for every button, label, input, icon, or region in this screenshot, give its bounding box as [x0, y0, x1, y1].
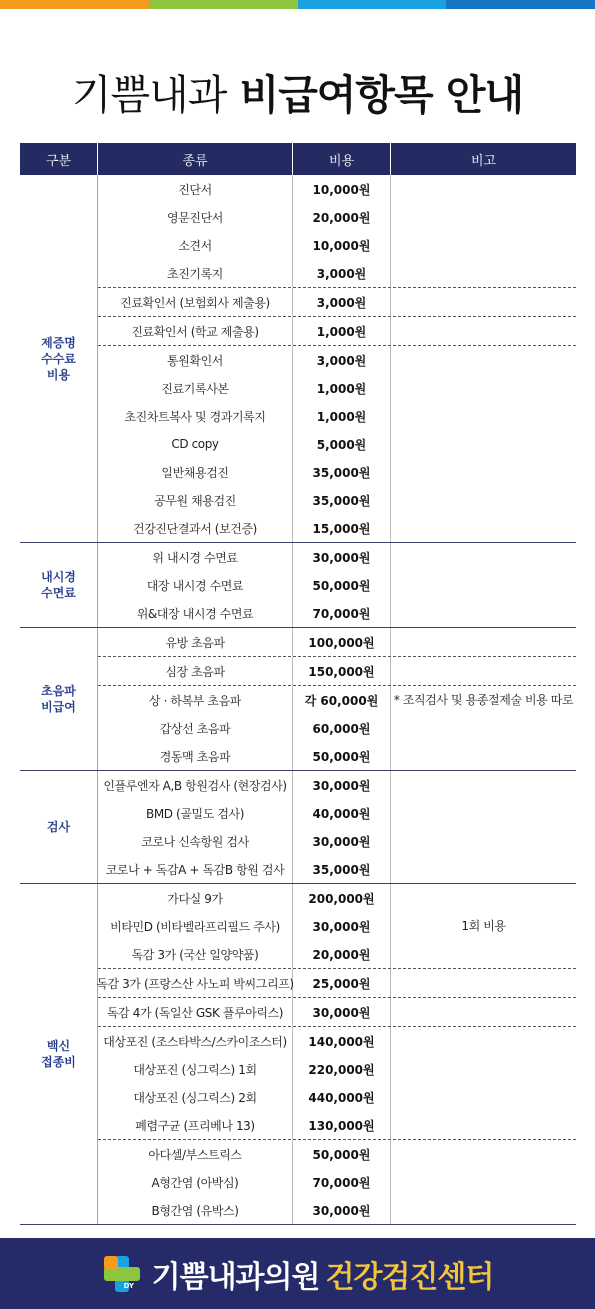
item-price: 10,000원: [293, 175, 391, 203]
item-price: 200,000원: [293, 884, 391, 912]
item-remark: [391, 317, 576, 345]
item-name: 초진차트복사 및 경과기록지: [98, 402, 293, 430]
table-row: [98, 884, 391, 912]
item-price: 20,000원: [293, 940, 391, 968]
table-row: [98, 912, 391, 940]
title-clinic: 기쁨내과: [71, 71, 227, 119]
item-name: 가다실 9가: [98, 884, 293, 912]
group-category: 초음파 비급여: [20, 628, 98, 770]
item-name: 인플루엔자 A,B 항원검사 (현장검사): [98, 771, 293, 799]
item-name: 코로나 + 독감A + 독감B 항원 검사: [98, 855, 293, 883]
table-group: [20, 771, 576, 884]
item-price: 30,000원: [293, 827, 391, 855]
table-row: [98, 940, 391, 968]
table-row: [98, 657, 391, 685]
item-name: 아다셀/부스트릭스: [98, 1140, 293, 1168]
table-row: [98, 1196, 391, 1224]
table-subgroup: [98, 346, 576, 542]
page-title: [0, 62, 595, 121]
item-price: 150,000원: [293, 657, 391, 685]
item-price: 60,000원: [293, 714, 391, 742]
item-name: 통원확인서: [98, 346, 293, 374]
table-row: [98, 571, 391, 599]
table-subgroup: [98, 969, 576, 998]
fee-table: [20, 143, 576, 1225]
table-row: [98, 742, 391, 770]
item-remark: [391, 998, 576, 1026]
item-remark: [391, 346, 576, 374]
table-subgroup: [98, 771, 576, 883]
table-group: [20, 543, 576, 628]
item-name: 대상포진 (싱그릭스) 2회: [98, 1083, 293, 1111]
logo-text: DY: [123, 1281, 134, 1290]
item-name: 경동맥 초음파: [98, 742, 293, 770]
item-remark: * 조직검사 및 용종절제술 비용 따로: [393, 693, 574, 707]
table-group: [20, 628, 576, 771]
table-row: [98, 231, 391, 259]
item-price: 140,000원: [293, 1027, 391, 1055]
table-row: [98, 543, 391, 571]
item-name: CD copy: [98, 430, 293, 458]
item-name: 건강진단결과서 (보건증): [98, 514, 293, 542]
item-price: 3,000원: [293, 346, 391, 374]
item-price: 15,000원: [293, 514, 391, 542]
item-remark: [391, 288, 576, 316]
table-row: [98, 175, 391, 203]
table-row: [98, 514, 391, 542]
item-name: 유방 초음파: [98, 628, 293, 656]
group-category: 내시경 수면료: [20, 543, 98, 627]
table-row: [98, 686, 391, 714]
table-subgroup: [98, 628, 576, 657]
table-row: [98, 1140, 391, 1168]
item-price: 30,000원: [293, 771, 391, 799]
item-price: 30,000원: [293, 1196, 391, 1224]
table-row: [98, 714, 391, 742]
item-name: 대상포진 (싱그릭스) 1회: [98, 1055, 293, 1083]
table-group: [20, 884, 576, 1225]
table-subgroup: [98, 686, 576, 770]
item-price: 1,000원: [293, 317, 391, 345]
table-row: [98, 486, 391, 514]
item-price: 3,000원: [293, 288, 391, 316]
item-price: 1,000원: [293, 402, 391, 430]
table-row: [98, 599, 391, 627]
item-name: 코로나 신속항원 검사: [98, 827, 293, 855]
top-color-stripe: [0, 0, 595, 9]
item-remark: [391, 175, 576, 203]
table-header: [20, 143, 576, 175]
item-name: 독감 3가 (국산 일양약품): [98, 940, 293, 968]
header-type: 종류: [98, 143, 293, 175]
item-price: 1,000원: [293, 374, 391, 402]
item-name: 대상포진 (조스타박스/스카이조스터): [98, 1027, 293, 1055]
table-subgroup: [98, 1140, 576, 1224]
item-price: 50,000원: [293, 742, 391, 770]
group-category: 백신 접종비: [20, 884, 98, 1224]
item-name: 위&대장 내시경 수면료: [98, 599, 293, 627]
item-name: BMD (골밀도 검사): [98, 799, 293, 827]
item-remark: [391, 771, 576, 799]
item-price: 35,000원: [293, 486, 391, 514]
stripe-green: [149, 0, 298, 9]
item-price: 20,000원: [293, 203, 391, 231]
stripe-blue: [446, 0, 595, 9]
item-price: 30,000원: [293, 912, 391, 940]
table-row: [98, 771, 391, 799]
item-price: 220,000원: [293, 1055, 391, 1083]
item-price: 50,000원: [293, 571, 391, 599]
table-subgroup: [98, 1027, 576, 1140]
item-price: 40,000원: [293, 799, 391, 827]
table-row: [98, 1111, 391, 1139]
item-name: 심장 초음파: [98, 657, 293, 685]
header-category: 구분: [20, 143, 98, 175]
item-price: 5,000원: [293, 430, 391, 458]
item-name: 진단서: [98, 175, 293, 203]
item-name: 공무원 채용검진: [98, 486, 293, 514]
item-price: 10,000원: [293, 231, 391, 259]
clinic-logo-icon: [102, 1254, 142, 1294]
item-name: 초진기록지: [98, 259, 293, 287]
item-name: 독감 3가 (프랑스산 사노피 박씨그리프): [98, 969, 293, 997]
stripe-orange: [0, 0, 149, 9]
item-name: A형간염 (아박심): [98, 1168, 293, 1196]
item-price: 각 60,000원: [293, 686, 391, 714]
footer-banner: [0, 1238, 595, 1309]
item-remark: [391, 543, 576, 571]
table-subgroup: [98, 543, 576, 627]
item-name: 진료기록사본: [98, 374, 293, 402]
item-remark: [391, 1140, 576, 1168]
table-row: [98, 1055, 391, 1083]
item-name: 영문진단서: [98, 203, 293, 231]
item-name: 진료확인서 (학교 제출용): [98, 317, 293, 345]
item-name: 진료확인서 (보험회사 제출용): [98, 288, 293, 316]
item-name: 갑상선 초음파: [98, 714, 293, 742]
table-subgroup: [98, 657, 576, 686]
table-subgroup: [98, 288, 576, 317]
table-row: [98, 259, 391, 287]
item-price: 30,000원: [293, 998, 391, 1026]
header-remarks: 비고: [470, 153, 497, 169]
table-subgroup: [98, 998, 576, 1027]
item-price: 130,000원: [293, 1111, 391, 1139]
item-price: 50,000원: [293, 1140, 391, 1168]
table-row: [98, 969, 391, 997]
item-name: 위 내시경 수면료: [98, 543, 293, 571]
table-group: [20, 175, 576, 543]
footer-clinic-name: 기쁨내과의원: [151, 1259, 320, 1295]
table-row: [98, 998, 391, 1026]
group-category: 제증명 수수료 비용: [20, 175, 98, 542]
table-row: [98, 1027, 391, 1055]
item-name: 상 · 하복부 초음파: [98, 686, 293, 714]
table-row: [98, 628, 391, 656]
item-remark: [391, 657, 576, 685]
table-row: [98, 855, 391, 883]
table-row: [98, 1168, 391, 1196]
table-row: [98, 458, 391, 486]
item-price: 30,000원: [293, 543, 391, 571]
item-price: 35,000원: [293, 855, 391, 883]
table-row: [98, 346, 391, 374]
item-remark: [391, 969, 576, 997]
group-category: 검사: [20, 771, 98, 883]
table-subgroup: [98, 175, 576, 288]
item-price: 440,000원: [293, 1083, 391, 1111]
table-row: [98, 374, 391, 402]
item-name: 일반채용검진: [98, 458, 293, 486]
table-subgroup: [98, 317, 576, 346]
item-remark: 1회 비용: [461, 919, 506, 933]
item-remark: [391, 1027, 576, 1055]
table-row: [98, 430, 391, 458]
table-row: [98, 402, 391, 430]
item-remark: [391, 628, 576, 656]
table-row: [98, 827, 391, 855]
table-row: [98, 317, 391, 345]
table-subgroup: [98, 884, 576, 969]
item-price: 35,000원: [293, 458, 391, 486]
item-name: 폐렴구균 (프리베나 13): [98, 1111, 293, 1139]
item-price: 70,000원: [293, 599, 391, 627]
stripe-sky: [298, 0, 447, 9]
header-cost: 비용: [293, 143, 391, 175]
table-row: [98, 203, 391, 231]
title-main: 비급여항목 안내: [239, 71, 524, 119]
item-name: 대장 내시경 수면료: [98, 571, 293, 599]
item-name: 비타민D (비타벨라프리필드 주사): [98, 912, 293, 940]
footer-center-name: 건강검진센터: [325, 1259, 494, 1295]
item-name: 독감 4가 (독일산 GSK 플루아릭스): [98, 998, 293, 1026]
item-price: 70,000원: [293, 1168, 391, 1196]
item-price: 3,000원: [293, 259, 391, 287]
table-row: [98, 799, 391, 827]
item-name: 소견서: [98, 231, 293, 259]
item-price: 100,000원: [293, 628, 391, 656]
item-price: 25,000원: [293, 969, 391, 997]
table-row: [98, 1083, 391, 1111]
item-name: B형간염 (유박스): [98, 1196, 293, 1224]
table-row: [98, 288, 391, 316]
table-body: [20, 175, 576, 1225]
